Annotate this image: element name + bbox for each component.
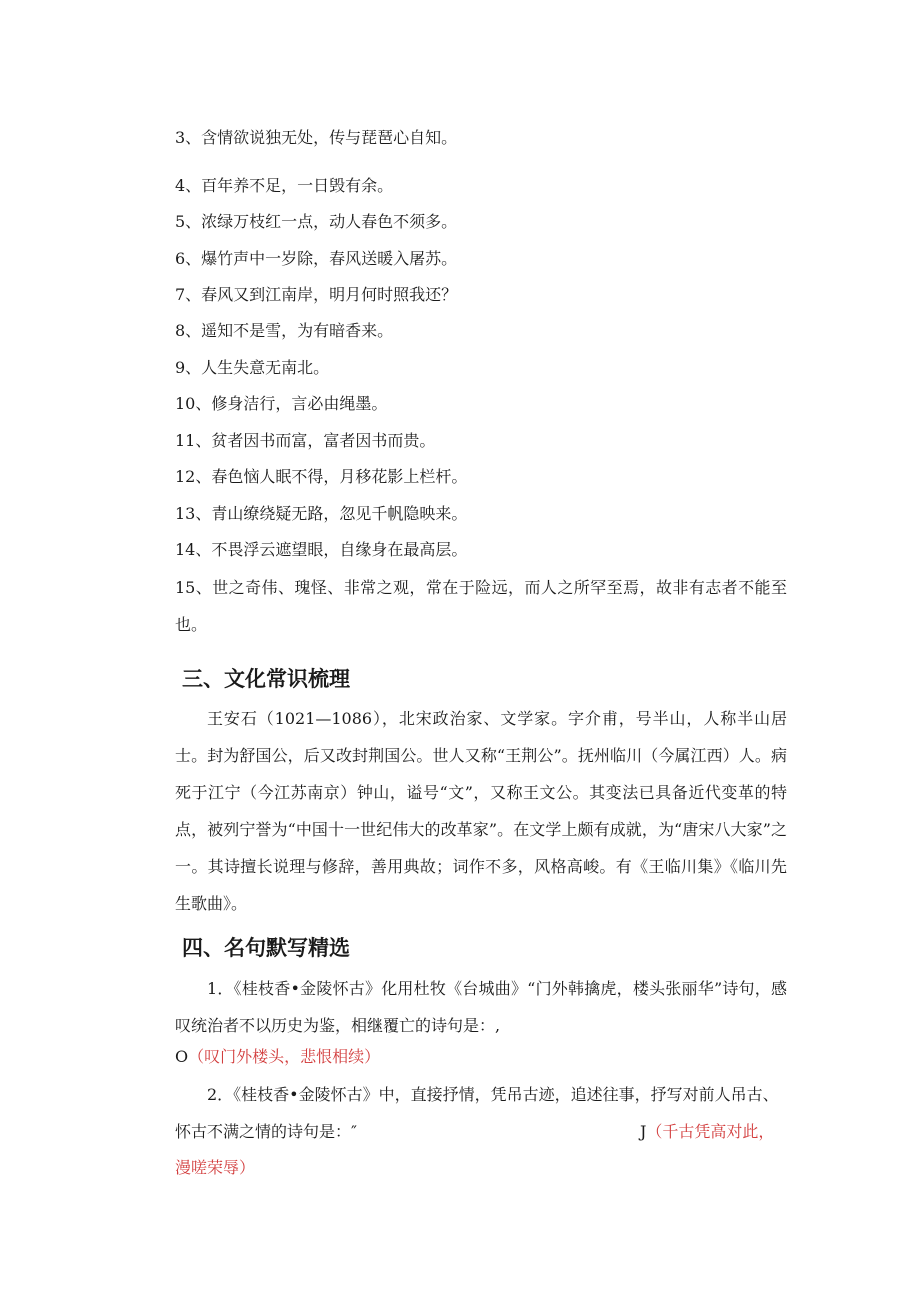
list-item: 12、春色恼人眠不得，月移花影上栏杆。 bbox=[175, 467, 468, 486]
list-item: 7、春风又到江南岸，明月何时照我还？ bbox=[175, 285, 458, 304]
list-item: 9、人生失意无南北。 bbox=[175, 358, 330, 377]
answer-prefix: O bbox=[175, 1047, 189, 1066]
answer-text: 漫嗟荣辱） bbox=[175, 1158, 256, 1177]
answer-text: （叹门外楼头，悲恨相续） bbox=[188, 1047, 381, 1066]
answer-prefix: J bbox=[640, 1122, 647, 1141]
list-item: 15、世之奇伟、瑰怪、非常之观，常在于险远，而人之所罕至焉，故非有志者不能至也。 bbox=[175, 578, 787, 634]
list-item: 10、修身洁行，言必由绳墨。 bbox=[175, 394, 388, 413]
body-paragraph: 王安石（1021—1086），北宋政治家、文学家。字介甫，号半山，人称半山居士。封为舒国公，后又改封荆国公。世人又称“王荆公”。抚州临川（今属江西）人。病死于江宁（今江苏南京）钟山，谥号“文”，又称王文公。其变法已具备近代变革的特点，被列宁誉为“中国十一世纪伟大的改革家”。在文学上颇有成就，为“唐宋八大家”之一。其诗擅长说理与修辞，善用典故；词作不多，风格高峻。有《王临川集》《临川先生歌曲》。 bbox=[175, 709, 787, 913]
list-item: 11、贫者因书而富，富者因书而贵。 bbox=[175, 431, 436, 450]
list-item: 3、含情欲说独无处，传与琵琶心自知。 bbox=[175, 128, 458, 147]
question-text: 1．《桂枝香•金陵怀古》化用杜牧《台城曲》“门外韩擒虎，楼头张丽华”诗句，感叹统治者不以历史为鉴，相继覆亡的诗句是：, bbox=[175, 979, 787, 1035]
section-heading: 四、名句默写精选 bbox=[182, 936, 350, 960]
list-item: 5、浓绿万枝红一点，动人春色不须多。 bbox=[175, 212, 458, 231]
question-text: 2．《桂枝香•金陵怀古》中，直接抒情，凭吊古迹，追述往事，抒写对前人吊古、 bbox=[207, 1085, 779, 1104]
answer-line bbox=[640, 1122, 774, 1142]
list-item: 13、青山缭绕疑无路，忽见千帆隐映来。 bbox=[175, 504, 468, 523]
answer-line bbox=[175, 1047, 380, 1067]
list-item: 4、百年养不足，一日毁有余。 bbox=[175, 176, 394, 195]
list-item: 14、不畏浮云遮望眼，自缘身在最高层。 bbox=[175, 540, 468, 559]
answer-text: （千古凭高对此， bbox=[646, 1122, 775, 1141]
question-text: 怀古不满之情的诗句是：″ bbox=[175, 1122, 357, 1141]
list-item: 8、遥知不是雪，为有暗香来。 bbox=[175, 321, 394, 340]
section-heading: 三、文化常识梳理 bbox=[182, 667, 350, 691]
list-item: 6、爆竹声中一岁除，春风送暖入屠苏。 bbox=[175, 249, 458, 268]
